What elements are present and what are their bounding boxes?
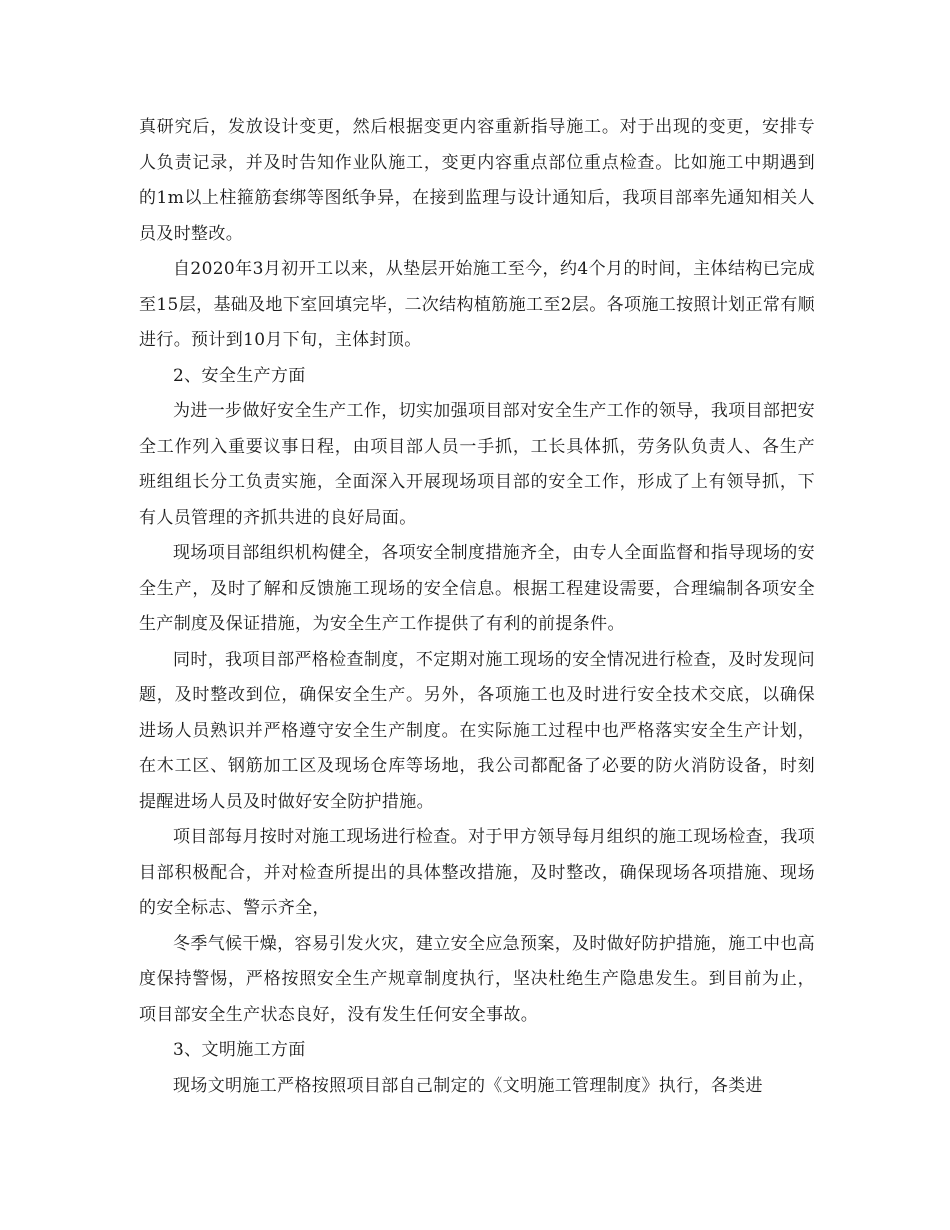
paragraph-safety-leadership: 为进一步做好安全生产工作，切实加强项目部对安全生产工作的领导，我项目部把安全工作列入重要议事日程，由项目部人员一手抓，工长具体抓，劳务队负责人、各生产班组组长分工负责实施，全面深入开展现场项目部的安全工作，形成了上有领导抓，下有人员管理的齐抓共进的良好局面。 xyxy=(139,401,815,528)
paragraph-civilized-construction: 现场文明施工严格按照项目部自己制定的《文明施工管理制度》执行，各类进 xyxy=(173,1075,763,1096)
paragraph-safety-organization: 现场项目部组织机构健全，各项安全制度措施齐全，由专人全面监督和指导现场的安全生产，及时了解和反馈施工现场的安全信息。根据工程建设需要，合理编制各项安全生产制度及保证措施，为安全生产工作提供了有利的前提条件。 xyxy=(139,543,815,634)
paragraph-monthly-inspection: 项目部每月按时对施工现场进行检查。对于甲方领导每月组织的施工现场检查，我项目部积极配合，并对检查所提出的具体整改措施，及时整改，确保现场各项措施、现场的安全标志、警示齐全， xyxy=(139,827,815,918)
document-body xyxy=(139,110,815,1104)
paragraph-design-changes: 真研究后，发放设计变更，然后根据变更内容重新指导施工。对于出现的变更，安排专人负责记录，并及时告知作业队施工，变更内容重点部位重点检查。比如施工中期遇到的1m以上柱箍筋套绑等图纸争异，在接到监理与设计通知后，我项目部率先通知相关人员及时整改。 xyxy=(139,117,815,244)
section-heading-safety: 2、安全生产方面 xyxy=(173,365,306,386)
paragraph-progress: 自2020年3月初开工以来，从垫层开始施工至今，约4个月的时间，主体结构已完成至15层，基础及地下室回填完毕，二次结构植筋施工至2层。各项施工按照计划正常有顺进行。预计到10月下旬，主体封顶。 xyxy=(139,259,815,350)
section-heading-civilized-construction: 3、文明施工方面 xyxy=(173,1040,306,1060)
paragraph-safety-inspection: 同时，我项目部严格检查制度，不定期对施工现场的安全情况进行检查，及时发现问题，及时整改到位，确保安全生产。另外，各项施工也及时进行安全技术交底，以确保进场人员熟识并严格遵守安全生产制度。在实际施工过程中也严格落实安全生产计划，在木工区、钢筋加工区及现场仓库等场地，我公司都配备了必要的防火消防设备，时刻提醒进场人员及时做好安全防护措施。 xyxy=(139,649,815,812)
paragraph-winter-fire-safety: 冬季气候干燥，容易引发火灾，建立安全应急预案，及时做好防护措施，施工中也高度保持警惕，严格按照安全生产规章制度执行，坚决杜绝生产隐患发生。到目前为止，项目部安全生产状态良好，没有发生任何安全事故。 xyxy=(139,933,815,1025)
